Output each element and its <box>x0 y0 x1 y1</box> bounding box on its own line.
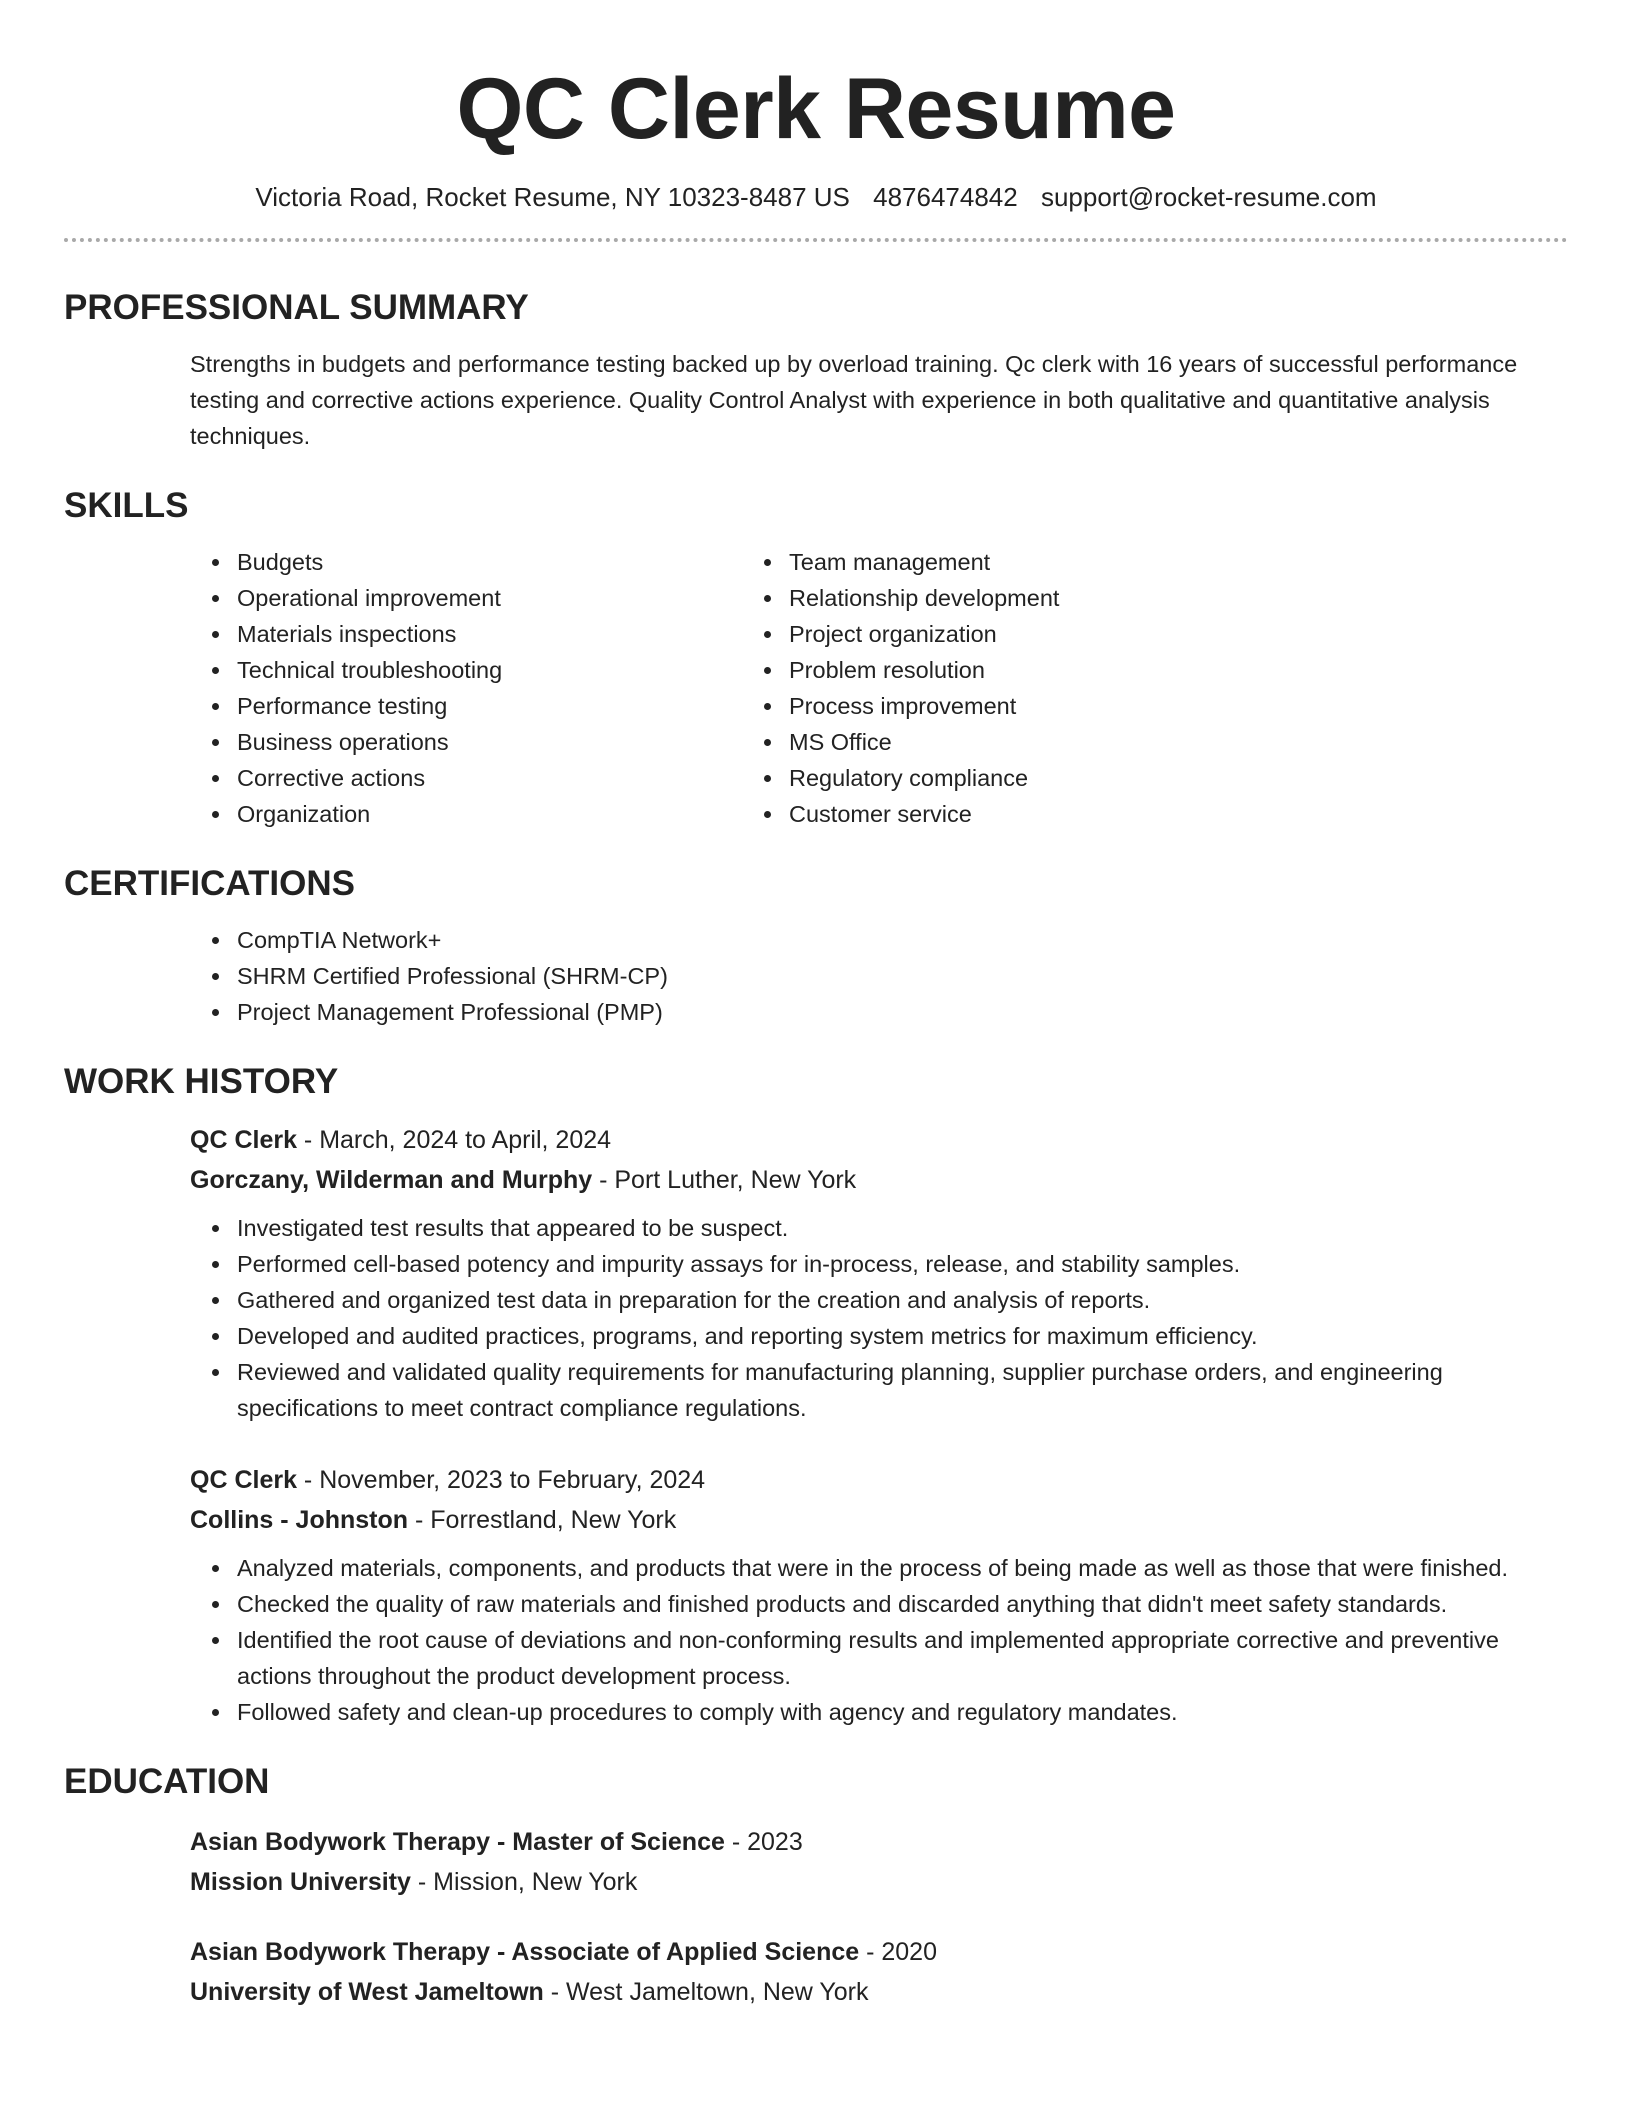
resume-title: QC Clerk Resume <box>456 61 1176 157</box>
contact-line <box>64 180 1568 214</box>
education-degree: Asian Bodywork Therapy - Associate of Applied Science <box>190 1938 860 1966</box>
education-entry <box>190 1822 1568 1902</box>
education-degree-line <box>190 1822 1568 1862</box>
job-dates: - November, 2023 to February, 2024 <box>296 1466 706 1494</box>
skills-grid <box>64 544 1568 832</box>
skill-item: • Relationship development <box>785 580 1295 616</box>
education-school-line <box>190 1972 1568 2012</box>
job-title-line <box>190 1120 1568 1160</box>
job-title-line <box>190 1460 1568 1500</box>
education-year: - 2020 <box>859 1938 937 1966</box>
skill-item: • Corrective actions <box>233 760 743 796</box>
certification-item: • CompTIA Network+ <box>233 922 1568 958</box>
header-divider <box>64 238 1568 242</box>
job-duty: • Developed and audited practices, programs, and reporting system metrics for maximum efficiency. <box>233 1318 1568 1354</box>
summary-heading: PROFESSIONAL SUMMARY <box>64 288 529 327</box>
job-entry <box>190 1460 1568 1730</box>
summary-section <box>64 286 1568 454</box>
contact-phone: 4876474842 <box>873 182 1018 212</box>
skill-item: • MS Office <box>785 724 1295 760</box>
work-history-heading: WORK HISTORY <box>64 1062 339 1101</box>
skill-item: • Process improvement <box>785 688 1295 724</box>
skill-item: • Business operations <box>233 724 743 760</box>
certification-item: • Project Management Professional (PMP) <box>233 994 1568 1030</box>
skill-item: • Customer service <box>785 796 1295 832</box>
skill-item: • Performance testing <box>233 688 743 724</box>
job-role: QC Clerk <box>190 1466 297 1494</box>
skill-item: • Materials inspections <box>233 616 743 652</box>
skill-item: • Project organization <box>785 616 1295 652</box>
work-history-section <box>64 1060 1568 1730</box>
certifications-heading: CERTIFICATIONS <box>64 864 356 903</box>
skills-heading: SKILLS <box>64 486 189 525</box>
contact-address: Victoria Road, Rocket Resume, NY 10323-8487 US <box>255 182 850 212</box>
skill-item: • Budgets <box>233 544 743 580</box>
skills-section <box>64 484 1568 832</box>
job-location: - Forrestland, New York <box>408 1506 677 1534</box>
certifications-section <box>64 862 1568 1030</box>
job-company-line <box>190 1160 1568 1200</box>
education-location: - West Jameltown, New York <box>543 1978 869 2006</box>
job-company: Gorczany, Wilderman and Murphy <box>190 1166 593 1194</box>
education-location: - Mission, New York <box>410 1868 638 1896</box>
skill-item: • Operational improvement <box>233 580 743 616</box>
education-school: University of West Jameltown <box>190 1978 544 2006</box>
certification-item: • SHRM Certified Professional (SHRM-CP) <box>233 958 1568 994</box>
job-entry <box>190 1120 1568 1426</box>
skills-column-2 <box>743 544 1295 832</box>
education-school: Mission University <box>190 1868 411 1896</box>
job-company-line <box>190 1500 1568 1540</box>
skill-item: • Technical troubleshooting <box>233 652 743 688</box>
summary-text: Strengths in budgets and performance testing backed up by overload training. Qc clerk with 16 years of successful performance testing and corrective actions experience. Quality Control Analyst with experience in both qualitative and quantitative analysis techniques. <box>190 351 1518 449</box>
education-section <box>64 1760 1568 2012</box>
skill-item: • Regulatory compliance <box>785 760 1295 796</box>
job-company: Collins - Johnston <box>190 1506 409 1534</box>
skill-item: • Team management <box>785 544 1295 580</box>
job-role: QC Clerk <box>190 1126 297 1154</box>
job-duty: • Reviewed and validated quality requirements for manufacturing planning, supplier purchase orders, and engineering specifications to meet contract compliance regulations. <box>233 1354 1568 1426</box>
education-degree: Asian Bodywork Therapy - Master of Science <box>190 1828 725 1856</box>
skills-column-1 <box>64 544 743 832</box>
job-duty: • Identified the root cause of deviations and non-conforming results and implemented appropriate corrective and preventive actions throughout the product development process. <box>233 1622 1568 1694</box>
job-duty: • Followed safety and clean-up procedures to comply with agency and regulatory mandates. <box>233 1694 1568 1730</box>
skill-item: • Organization <box>233 796 743 832</box>
job-location: - Port Luther, New York <box>592 1166 857 1194</box>
education-entry <box>190 1932 1568 2012</box>
education-heading: EDUCATION <box>64 1762 270 1801</box>
education-year: - 2023 <box>724 1828 803 1856</box>
job-duty: • Investigated test results that appeared to be suspect. <box>233 1210 1568 1246</box>
job-dates: - March, 2024 to April, 2024 <box>296 1126 612 1154</box>
job-duty: • Performed cell-based potency and impurity assays for in-process, release, and stability samples. <box>233 1246 1568 1282</box>
certifications-list <box>64 922 1568 1030</box>
job-duty: • Gathered and organized test data in preparation for the creation and analysis of reports. <box>233 1282 1568 1318</box>
job-duties <box>190 1210 1568 1426</box>
education-degree-line <box>190 1932 1568 1972</box>
job-duty: • Checked the quality of raw materials and finished products and discarded anything that didn't meet safety standards. <box>233 1586 1568 1622</box>
skill-item: • Problem resolution <box>785 652 1295 688</box>
contact-email: support@rocket-resume.com <box>1040 182 1377 212</box>
job-duty: • Analyzed materials, components, and products that were in the process of being made as well as those that were finished. <box>233 1550 1568 1586</box>
job-duties <box>190 1550 1568 1730</box>
education-school-line <box>190 1862 1568 1902</box>
